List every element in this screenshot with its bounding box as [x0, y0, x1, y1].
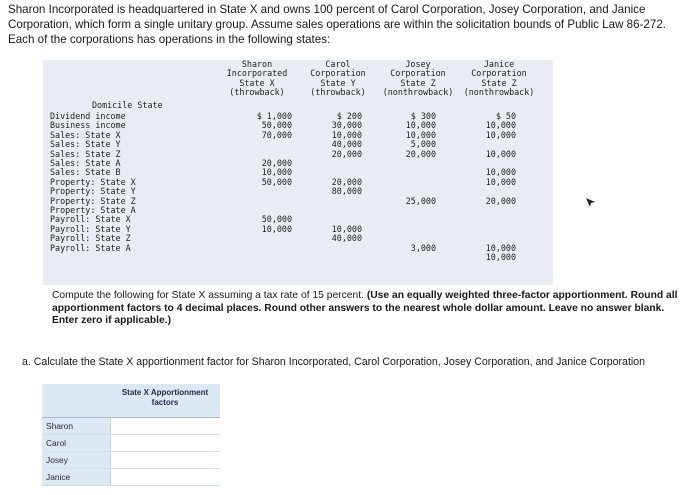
sharon-column-header: Sharon Incorporated State X (throwback) — [226, 59, 288, 98]
answer-table-header: State X Apportionment factors — [110, 384, 220, 418]
domicile-state-label: Domicile State — [92, 100, 163, 110]
josey-values: $ 300 10,000 10,000 5,000 20,000 25,000 3,000 — [405, 111, 436, 253]
sharon-factor-input[interactable] — [110, 418, 220, 435]
janice-column-header: Janice Corporation State Z (nonthrowback) — [463, 59, 535, 98]
instructions-plain: Compute the following for State X assuming a tax rate of 15 percent. — [52, 290, 367, 301]
carol-column-header: Carol Corporation State Y (throwback) — [310, 59, 366, 98]
question-a: a. Calculate the State X apportionment factor for Sharon Incorporated, Carol Corporation, Josey Corporation, and Janice Corporation — [22, 356, 646, 368]
answer-table — [42, 384, 220, 486]
answer-row-label-sharon: Sharon — [42, 418, 110, 435]
answer-table-corner — [42, 384, 110, 418]
carol-values: $ 200 30,000 10,000 40,000 20,000 20,000 80,000 10,000 40,000 — [331, 111, 362, 244]
problem-intro: Sharon Incorporated is headquartered in State X and owns 100 percent of Carol Corporation, Josey Corporation, and Janice Corporation, which form a single unitary group. Assume sales operations are within the solicitation bounds of Public Law 86-272. Each of the corporations has operations in the following states: — [8, 3, 666, 46]
mouse-cursor-icon — [586, 198, 596, 208]
carol-factor-input[interactable] — [110, 435, 220, 452]
answer-row-label-josey: Josey — [42, 452, 110, 469]
josey-factor-input[interactable] — [110, 452, 220, 469]
answer-row-label-carol: Carol — [42, 435, 110, 452]
janice-factor-input[interactable] — [110, 469, 220, 486]
instructions — [52, 290, 692, 328]
instructions-bold: (Use an equally weighted three-factor apportionment. Round all apportionment factors to 4 decimal places. Round other answers to the nearest whole dollar amount. Leave no answer blank. Enter zero if applicable.) — [52, 290, 678, 326]
josey-column-header: Josey Corporation State Z (nonthrowback) — [382, 59, 454, 98]
row-labels: Dividend income Business income Sales: State X Sales: State Y Sales: State Z Sales: State A Sales: State B Property: State X Property: State Y Property: State Z Property: State A Payroll: State X Payroll: State Y Payroll: State Z Payroll: State A — [50, 111, 136, 253]
answer-row-label-janice: Janice — [42, 469, 110, 486]
sharon-values: $ 1,000 50,000 70,000 20,000 10,000 50,000 50,000 10,000 — [256, 111, 292, 234]
janice-values: $ 50 10,000 10,000 10,000 10,000 10,000 20,000 10,000 10,000 — [485, 111, 516, 263]
